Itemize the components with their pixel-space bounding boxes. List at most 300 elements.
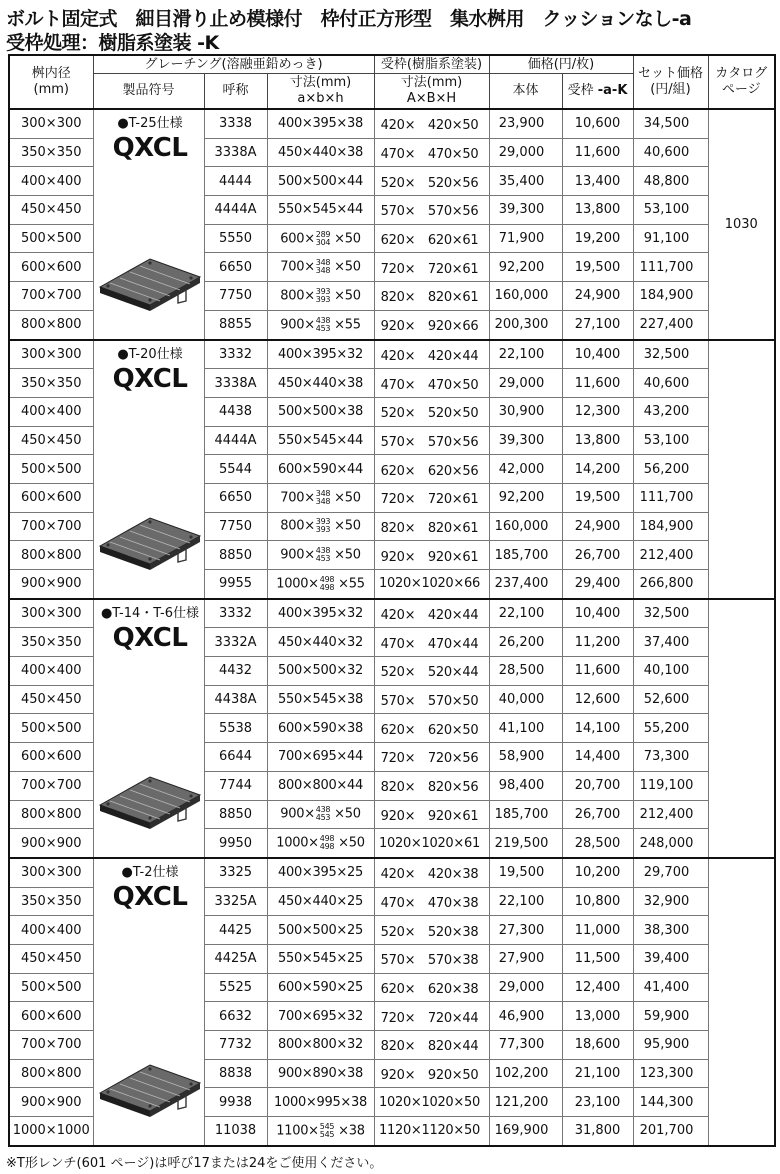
header-frame-dim-sub: A×B×H <box>406 91 457 106</box>
dim-b-bottom: 348 <box>315 266 331 276</box>
grating-dimension-cell <box>267 253 374 282</box>
dim-a: 1000× <box>276 576 319 592</box>
frame-price-cell: 19,500 <box>562 253 633 282</box>
grating-photo-icon <box>98 1059 202 1121</box>
set-price-cell: 53,100 <box>633 196 708 225</box>
frame-price-cell: 11,600 <box>562 369 633 398</box>
inner-size-cell: 900×900 <box>9 1088 93 1117</box>
inner-size-cell: 500×500 <box>9 224 93 253</box>
inner-size-cell: 350×350 <box>9 138 93 167</box>
header-set-price-label: セット価格 <box>637 66 703 81</box>
header-grating-dim-label: 寸法(mm) <box>289 75 352 90</box>
header-frame-price <box>562 74 633 110</box>
dim-b-bottom: 304 <box>315 237 331 247</box>
header-grating-group: グレーチング(溶融亜鉛めっき) <box>93 55 374 74</box>
frame-price-cell: 10,800 <box>562 887 633 916</box>
frame-price-cell: 26,700 <box>562 541 633 570</box>
dim-b-fraction <box>316 547 330 563</box>
dim-b-bottom: 453 <box>315 554 331 564</box>
inner-size-cell: 600×600 <box>9 483 93 512</box>
inner-size-cell: 350×350 <box>9 369 93 398</box>
frame-price-cell: 27,100 <box>562 310 633 339</box>
set-price-cell: 32,900 <box>633 887 708 916</box>
header-frame-dim-label: 寸法(mm) <box>400 75 463 90</box>
grating-dimension-cell: 400×395×32 <box>267 340 374 369</box>
nominal-code-cell: 3338A <box>204 369 267 398</box>
nominal-code-cell: 7744 <box>204 771 267 800</box>
header-catalog-label: カタログ <box>715 66 768 81</box>
nominal-code-cell: 9938 <box>204 1088 267 1117</box>
frame-dimension-cell: 420× 420×44 <box>374 599 489 628</box>
table-header <box>9 55 775 109</box>
body-price-cell: 27,300 <box>489 916 562 945</box>
body-price-cell: 19,500 <box>489 858 562 887</box>
inner-size-cell: 300×300 <box>9 340 93 369</box>
dim-b-fraction <box>316 490 330 506</box>
inner-size-cell: 800×800 <box>9 1059 93 1088</box>
inner-size-cell: 400×400 <box>9 397 93 426</box>
set-price-cell: 39,400 <box>633 944 708 973</box>
table-row <box>9 858 775 887</box>
inner-size-cell: 450×450 <box>9 426 93 455</box>
frame-dimension-cell: 420× 420×50 <box>374 109 489 138</box>
inner-size-cell: 700×700 <box>9 1031 93 1060</box>
dim-a: 900× <box>280 547 315 563</box>
dim-h: ×38 <box>338 1123 365 1139</box>
inner-size-cell: 400×400 <box>9 167 93 196</box>
dim-b-bottom: 453 <box>315 323 331 333</box>
frame-dimension-cell: 570× 570×38 <box>374 944 489 973</box>
grating-dimension-cell: 600×590×38 <box>267 714 374 743</box>
dim-b-bottom: 393 <box>315 294 331 304</box>
set-price-cell: 52,600 <box>633 685 708 714</box>
body-price-cell: 30,900 <box>489 397 562 426</box>
nominal-code-cell: 11038 <box>204 1117 267 1146</box>
header-inner-diameter-unit: (mm) <box>33 82 69 97</box>
frame-dimension-cell: 1020×1020×61 <box>374 829 489 858</box>
product-cell <box>93 340 204 599</box>
frame-price-cell: 10,400 <box>562 599 633 628</box>
body-price-cell: 92,200 <box>489 483 562 512</box>
catalog-page-cell: 1030 <box>708 109 775 340</box>
grating-dimension-cell <box>267 829 374 858</box>
grating-dimension-cell: 600×590×44 <box>267 455 374 484</box>
grating-dimension-cell: 450×440×32 <box>267 628 374 657</box>
inner-size-cell: 450×450 <box>9 196 93 225</box>
nominal-code-cell: 6650 <box>204 253 267 282</box>
body-price-cell: 185,700 <box>489 800 562 829</box>
grating-dimension-cell: 450×440×38 <box>267 369 374 398</box>
model-code: QXCL <box>112 881 188 912</box>
grating-dimension-cell <box>267 541 374 570</box>
inner-size-cell: 500×500 <box>9 714 93 743</box>
grating-dimension-cell: 400×395×38 <box>267 109 374 138</box>
frame-price-cell: 10,200 <box>562 858 633 887</box>
set-price-cell: 53,100 <box>633 426 708 455</box>
frame-dimension-cell: 820× 820×56 <box>374 771 489 800</box>
nominal-code-cell: 5538 <box>204 714 267 743</box>
load-spec-label: ●T-2仕様 <box>121 864 179 880</box>
set-price-cell: 40,100 <box>633 657 708 686</box>
set-price-cell: 123,300 <box>633 1059 708 1088</box>
body-price-cell: 121,200 <box>489 1088 562 1117</box>
inner-size-cell: 400×400 <box>9 657 93 686</box>
dim-b-fraction <box>316 806 330 822</box>
frame-dimension-cell: 570× 570×50 <box>374 685 489 714</box>
frame-price-cell: 24,900 <box>562 282 633 311</box>
set-price-cell: 91,100 <box>633 224 708 253</box>
frame-price-cell: 19,200 <box>562 224 633 253</box>
frame-price-cell: 26,700 <box>562 800 633 829</box>
inner-size-cell: 350×350 <box>9 887 93 916</box>
grating-dimension-cell: 550×545×44 <box>267 196 374 225</box>
set-price-cell: 32,500 <box>633 340 708 369</box>
dim-b-fraction <box>316 317 330 333</box>
set-price-cell: 55,200 <box>633 714 708 743</box>
frame-dimension-cell: 420× 420×38 <box>374 858 489 887</box>
grating-dimension-cell: 900×890×38 <box>267 1059 374 1088</box>
header-inner-diameter-label: 桝内径 <box>31 66 71 81</box>
body-price-cell: 29,000 <box>489 369 562 398</box>
inner-size-cell: 600×600 <box>9 1002 93 1031</box>
nominal-code-cell: 3332A <box>204 628 267 657</box>
footnote: ※T形レンチ(601 ページ)は呼び17または24をご使用ください。 <box>6 1156 383 1171</box>
inner-size-cell: 800×800 <box>9 310 93 339</box>
set-price-cell: 227,400 <box>633 310 708 339</box>
product-cell <box>93 109 204 340</box>
dim-b-top: 498 <box>319 834 335 844</box>
page-title: ボルト固定式 細目滑り止め模様付 枠付正方形型 集水桝用 クッションなし-a <box>6 8 692 30</box>
dim-h: ×50 <box>334 259 361 275</box>
grating-dimension-cell <box>267 800 374 829</box>
inner-size-cell: 600×600 <box>9 253 93 282</box>
dim-b-top: 438 <box>315 805 331 815</box>
body-price-cell: 22,100 <box>489 599 562 628</box>
nominal-code-cell: 5544 <box>204 455 267 484</box>
grating-dimension-cell <box>267 570 374 599</box>
set-price-cell: 212,400 <box>633 800 708 829</box>
nominal-code-cell: 8838 <box>204 1059 267 1088</box>
set-price-cell: 48,800 <box>633 167 708 196</box>
body-price-cell: 28,500 <box>489 657 562 686</box>
frame-price-cell: 14,200 <box>562 455 633 484</box>
header-frame-price-label: 受枠 <box>567 83 598 98</box>
frame-dimension-cell: 470× 470×50 <box>374 369 489 398</box>
dim-h: ×50 <box>334 806 361 822</box>
frame-price-cell: 19,500 <box>562 483 633 512</box>
header-catalog <box>708 55 775 109</box>
dim-b-bottom: 393 <box>315 525 331 535</box>
set-price-cell: 95,900 <box>633 1031 708 1060</box>
dim-a: 1000× <box>276 835 319 851</box>
dim-b-top: 348 <box>315 488 331 498</box>
inner-size-cell: 700×700 <box>9 771 93 800</box>
frame-dimension-cell: 520× 520×56 <box>374 167 489 196</box>
inner-size-cell: 600×600 <box>9 743 93 772</box>
frame-price-cell: 13,000 <box>562 1002 633 1031</box>
dim-b-fraction <box>316 288 330 304</box>
frame-price-cell: 20,700 <box>562 771 633 800</box>
grating-dimension-cell <box>267 224 374 253</box>
dim-a: 1100× <box>276 1123 319 1139</box>
set-price-cell: 212,400 <box>633 541 708 570</box>
inner-size-cell: 300×300 <box>9 858 93 887</box>
product-cell <box>93 599 204 858</box>
dim-b-bottom: 498 <box>319 582 335 592</box>
frame-dimension-cell: 920× 920×50 <box>374 1059 489 1088</box>
frame-dimension-cell: 820× 820×61 <box>374 282 489 311</box>
dim-a: 600× <box>280 231 315 247</box>
nominal-code-cell: 7750 <box>204 512 267 541</box>
grating-dimension-cell: 1000×995×38 <box>267 1088 374 1117</box>
dim-b-top: 393 <box>315 517 331 527</box>
grating-dimension-cell: 600×590×25 <box>267 973 374 1002</box>
grating-dimension-cell <box>267 1117 374 1146</box>
dim-b-fraction <box>320 576 334 592</box>
body-price-cell: 219,500 <box>489 829 562 858</box>
frame-dimension-cell: 720× 720×56 <box>374 743 489 772</box>
frame-price-cell: 10,600 <box>562 109 633 138</box>
page-subtitle: 受枠処理：樹脂系塗装 -K <box>6 32 219 54</box>
dim-a: 800× <box>280 518 315 534</box>
nominal-code-cell: 7750 <box>204 282 267 311</box>
dim-b-top: 393 <box>315 286 331 296</box>
load-spec-label: ●T-25仕様 <box>117 116 183 131</box>
table-row <box>9 599 775 628</box>
grating-dimension-cell <box>267 282 374 311</box>
frame-dimension-cell: 470× 470×38 <box>374 887 489 916</box>
grating-dimension-cell: 400×395×32 <box>267 599 374 628</box>
header-price-group: 価格(円/枚) <box>489 55 633 74</box>
grating-dimension-cell: 550×545×38 <box>267 685 374 714</box>
set-price-cell: 184,900 <box>633 282 708 311</box>
frame-dimension-cell: 820× 820×44 <box>374 1031 489 1060</box>
body-price-cell: 27,900 <box>489 944 562 973</box>
frame-dimension-cell: 920× 920×61 <box>374 800 489 829</box>
inner-size-cell: 450×450 <box>9 685 93 714</box>
body-price-cell: 39,300 <box>489 426 562 455</box>
set-price-cell: 56,200 <box>633 455 708 484</box>
header-frame-price-suffix: -a-K <box>597 83 628 98</box>
frame-dimension-cell: 470× 470×44 <box>374 628 489 657</box>
dim-a: 700× <box>280 490 315 506</box>
price-table <box>8 54 776 1147</box>
frame-price-cell: 11,200 <box>562 628 633 657</box>
body-price-cell: 29,000 <box>489 138 562 167</box>
frame-price-cell: 11,500 <box>562 944 633 973</box>
frame-price-cell: 29,400 <box>562 570 633 599</box>
body-price-cell: 46,900 <box>489 1002 562 1031</box>
body-price-cell: 29,000 <box>489 973 562 1002</box>
dim-a: 900× <box>280 806 315 822</box>
frame-dimension-cell: 820× 820×61 <box>374 512 489 541</box>
frame-dimension-cell: 720× 720×61 <box>374 483 489 512</box>
set-price-cell: 111,700 <box>633 253 708 282</box>
set-price-cell: 40,600 <box>633 369 708 398</box>
header-nominal: 呼称 <box>204 74 267 110</box>
body-price-cell: 185,700 <box>489 541 562 570</box>
grating-dimension-cell: 450×440×38 <box>267 138 374 167</box>
inner-size-cell: 1000×1000 <box>9 1117 93 1146</box>
section-4 <box>9 858 775 1146</box>
frame-price-cell: 24,900 <box>562 512 633 541</box>
frame-price-cell: 12,600 <box>562 685 633 714</box>
grating-dimension-cell <box>267 310 374 339</box>
nominal-code-cell: 4444A <box>204 426 267 455</box>
nominal-code-cell: 4444 <box>204 167 267 196</box>
frame-dimension-cell: 1120×1120×50 <box>374 1117 489 1146</box>
frame-price-cell: 11,600 <box>562 138 633 167</box>
dim-b-fraction <box>320 1123 334 1139</box>
grating-dimension-cell: 550×545×25 <box>267 944 374 973</box>
set-price-cell: 248,000 <box>633 829 708 858</box>
grating-dimension-cell: 800×800×32 <box>267 1031 374 1060</box>
inner-size-cell: 400×400 <box>9 916 93 945</box>
nominal-code-cell: 6650 <box>204 483 267 512</box>
nominal-code-cell: 8850 <box>204 541 267 570</box>
dim-b-top: 438 <box>315 546 331 556</box>
set-price-cell: 119,100 <box>633 771 708 800</box>
frame-price-cell: 31,800 <box>562 1117 633 1146</box>
body-price-cell: 41,100 <box>489 714 562 743</box>
model-code: QXCL <box>112 133 188 163</box>
grating-photo-icon <box>98 253 202 315</box>
nominal-code-cell: 5550 <box>204 224 267 253</box>
frame-price-cell: 12,400 <box>562 973 633 1002</box>
body-price-cell: 102,200 <box>489 1059 562 1088</box>
set-price-cell: 37,400 <box>633 628 708 657</box>
body-price-cell: 92,200 <box>489 253 562 282</box>
inner-size-cell: 700×700 <box>9 282 93 311</box>
inner-size-cell: 300×300 <box>9 109 93 138</box>
header-body-price: 本体 <box>489 74 562 110</box>
grating-photo-icon <box>98 512 202 574</box>
nominal-code-cell: 8855 <box>204 310 267 339</box>
body-price-cell: 169,900 <box>489 1117 562 1146</box>
dim-b-top: 289 <box>315 229 331 239</box>
frame-dimension-cell: 570× 570×56 <box>374 196 489 225</box>
dim-b-bottom: 348 <box>315 496 331 506</box>
table-row <box>9 340 775 369</box>
frame-price-cell: 18,600 <box>562 1031 633 1060</box>
dim-a: 800× <box>280 288 315 304</box>
set-price-cell: 201,700 <box>633 1117 708 1146</box>
body-price-cell: 58,900 <box>489 743 562 772</box>
dim-h: ×50 <box>334 490 361 506</box>
section-2 <box>9 340 775 599</box>
inner-size-cell: 900×900 <box>9 829 93 858</box>
header-grating-dim-sub: a×b×h <box>297 91 344 106</box>
nominal-code-cell: 4444A <box>204 196 267 225</box>
model-code: QXCL <box>112 363 188 394</box>
nominal-code-cell: 6632 <box>204 1002 267 1031</box>
frame-dimension-cell: 620× 620×38 <box>374 973 489 1002</box>
nominal-code-cell: 4438A <box>204 685 267 714</box>
frame-dimension-cell: 1020×1020×66 <box>374 570 489 599</box>
body-price-cell: 237,400 <box>489 570 562 599</box>
nominal-code-cell: 4425A <box>204 944 267 973</box>
header-product-code: 製品符号 <box>93 74 204 110</box>
inner-size-cell: 350×350 <box>9 628 93 657</box>
set-price-cell: 144,300 <box>633 1088 708 1117</box>
set-price-cell: 40,600 <box>633 138 708 167</box>
dim-h: ×50 <box>334 288 361 304</box>
grating-dimension-cell: 700×695×44 <box>267 743 374 772</box>
grating-dimension-cell: 400×395×25 <box>267 858 374 887</box>
dim-b-bottom: 453 <box>315 813 331 823</box>
nominal-code-cell: 4432 <box>204 657 267 686</box>
grating-photo-icon <box>98 771 202 833</box>
dim-h: ×50 <box>338 835 365 851</box>
load-spec-label: ●T-14・T-6仕様 <box>100 605 200 621</box>
nominal-code-cell: 4438 <box>204 397 267 426</box>
frame-price-cell: 13,800 <box>562 196 633 225</box>
dim-b-fraction <box>316 231 330 247</box>
dim-b-top: 498 <box>319 574 335 584</box>
grating-dimension-cell: 500×500×32 <box>267 657 374 686</box>
dim-b-fraction <box>316 259 330 275</box>
inner-size-cell: 800×800 <box>9 541 93 570</box>
body-price-cell: 26,200 <box>489 628 562 657</box>
dim-h: ×50 <box>334 518 361 534</box>
grating-dimension-cell: 550×545×44 <box>267 426 374 455</box>
dim-a: 700× <box>280 259 315 275</box>
header-set-price-unit: (円/組) <box>650 82 691 97</box>
set-price-cell: 111,700 <box>633 483 708 512</box>
frame-price-cell: 13,800 <box>562 426 633 455</box>
frame-dimension-cell: 520× 520×50 <box>374 397 489 426</box>
dim-b-fraction <box>320 835 334 851</box>
frame-dimension-cell: 920× 920×61 <box>374 541 489 570</box>
nominal-code-cell: 7732 <box>204 1031 267 1060</box>
dim-h: ×50 <box>334 231 361 247</box>
grating-dimension-cell <box>267 512 374 541</box>
set-price-cell: 73,300 <box>633 743 708 772</box>
inner-size-cell: 500×500 <box>9 455 93 484</box>
dim-b-bottom: 545 <box>319 1129 335 1139</box>
body-price-cell: 35,400 <box>489 167 562 196</box>
frame-dimension-cell: 720× 720×61 <box>374 253 489 282</box>
load-spec-label: ●T-20仕様 <box>117 346 183 362</box>
set-price-cell: 41,400 <box>633 973 708 1002</box>
frame-dimension-cell: 420× 420×44 <box>374 340 489 369</box>
grating-dimension-cell: 700×695×32 <box>267 1002 374 1031</box>
grating-dimension-cell: 500×500×38 <box>267 397 374 426</box>
body-price-cell: 42,000 <box>489 455 562 484</box>
section-3 <box>9 599 775 858</box>
frame-price-cell: 14,400 <box>562 743 633 772</box>
dim-b-top: 545 <box>319 1121 335 1131</box>
frame-price-cell: 14,100 <box>562 714 633 743</box>
inner-size-cell: 700×700 <box>9 512 93 541</box>
dim-a: 900× <box>280 317 315 333</box>
grating-dimension-cell: 450×440×25 <box>267 887 374 916</box>
grating-dimension-cell: 500×500×44 <box>267 167 374 196</box>
frame-dimension-cell: 570× 570×56 <box>374 426 489 455</box>
header-set-price <box>633 55 708 109</box>
body-price-cell: 23,900 <box>489 109 562 138</box>
nominal-code-cell: 8850 <box>204 800 267 829</box>
frame-dimension-cell: 720× 720×44 <box>374 1002 489 1031</box>
body-price-cell: 39,300 <box>489 196 562 225</box>
body-price-cell: 160,000 <box>489 512 562 541</box>
body-price-cell: 77,300 <box>489 1031 562 1060</box>
nominal-code-cell: 9955 <box>204 570 267 599</box>
nominal-code-cell: 9950 <box>204 829 267 858</box>
dim-h: ×55 <box>338 576 365 592</box>
dim-b-top: 348 <box>315 258 331 268</box>
frame-dimension-cell: 620× 620×50 <box>374 714 489 743</box>
